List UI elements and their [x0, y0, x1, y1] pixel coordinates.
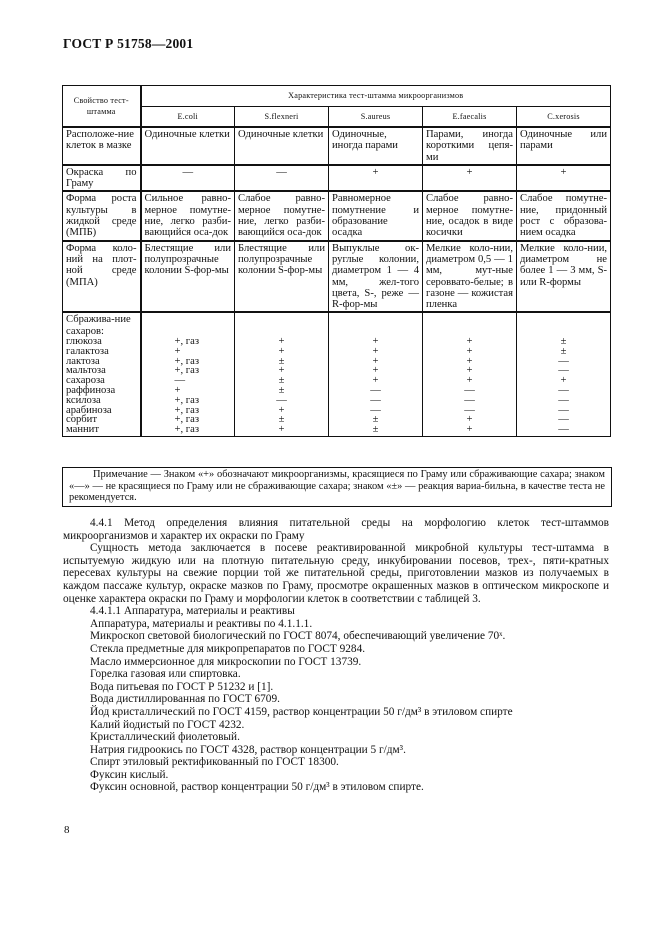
- table-row-cell-arrangement: [63, 127, 611, 165]
- property-column-header: Свойство тест-штамма: [63, 86, 141, 128]
- table-cell: Одиночные или парами: [517, 127, 611, 165]
- table-cell: Слабое равно-мерное помутне-ние, осадок в виде косички: [423, 191, 517, 240]
- organism-header-saureus: S.aureus: [329, 107, 423, 128]
- result-value: —: [558, 414, 569, 426]
- result-value: —: [464, 385, 475, 397]
- table-cell: Сильное равно-мерное помутне-ние, легко разби-вающийся оса-док: [141, 191, 235, 240]
- list-item: Стекла предметные для микропрепаратов по ГОСТ 9284.: [90, 642, 366, 655]
- sugar-name: маннит: [66, 424, 99, 436]
- result-value: —: [370, 404, 381, 416]
- row-label: Форма роста культуры в жидкой среде (МПБ): [63, 191, 141, 240]
- result-value: —: [558, 385, 569, 397]
- result-value: +: [278, 365, 285, 377]
- sugar-name: лактоза: [66, 355, 100, 367]
- result-value: ±: [278, 414, 285, 426]
- table-cell: +: [517, 165, 611, 192]
- result-value: +: [560, 375, 567, 387]
- row-label: Расположе-ние клеток в мазке: [63, 127, 141, 165]
- sugar-name: галактоза: [66, 345, 109, 357]
- list-item: Йод кристаллический по ГОСТ 4159, раствор концентрации 50 г/дм³ в этиловом спирте: [90, 705, 513, 718]
- table-cell: —: [235, 165, 329, 192]
- result-value: —: [370, 394, 381, 406]
- table-cell: Блестящие или полупрозрачные колонии S-фор-мы: [141, 241, 235, 313]
- organism-header-efaecalis: E.faecalis: [423, 107, 517, 128]
- list-item: Натрия гидроокись по ГОСТ 4328, раствор концентрации 5 г/дм³.: [90, 743, 406, 756]
- group-column-header: Характеристика тест-штамма микроорганизмов: [141, 86, 611, 107]
- body-text: [63, 517, 609, 794]
- list-item: Спирт этиловый ректификованный по ГОСТ 18300.: [90, 756, 339, 769]
- subsection-heading-4-4-1-1: 4.4.1.1 Аппаратура, материалы и реактивы: [90, 605, 295, 618]
- result-value: +: [278, 424, 285, 436]
- result-value: +, газ: [174, 394, 200, 406]
- sugar-name: сахароза: [66, 375, 105, 387]
- document-header-title: ГОСТ Р 51758—2001: [63, 36, 194, 51]
- sugar-name: ксилоза: [66, 394, 101, 406]
- table-cell: [517, 312, 611, 436]
- result-value: +: [466, 355, 473, 367]
- result-value: +: [372, 345, 379, 357]
- table-cell: [235, 312, 329, 436]
- result-value: +: [466, 424, 473, 436]
- fermentation-results-saureus: [332, 337, 419, 435]
- result-value: +: [372, 336, 379, 348]
- result-value: +: [466, 414, 473, 426]
- result-value: +, газ: [174, 365, 200, 377]
- result-value: +: [372, 365, 379, 377]
- fermentation-results-efaecalis: [426, 337, 513, 435]
- list-item: Аппаратура, материалы и реактивы по 4.1.1.1.: [90, 617, 313, 630]
- result-value: —: [464, 394, 475, 406]
- result-value: —: [464, 404, 475, 416]
- fermentation-results-cxerosis: [520, 337, 607, 435]
- result-value: —: [558, 365, 569, 377]
- fermentation-results-ecoli: [145, 337, 232, 435]
- result-value: +: [466, 345, 473, 357]
- result-value: ±: [278, 375, 285, 387]
- table-cell: [423, 312, 517, 436]
- list-item: Масло иммерсионное для микроскопии по ГОСТ 13739.: [90, 655, 362, 668]
- result-value: +, газ: [174, 355, 200, 367]
- result-value: ±: [278, 355, 285, 367]
- result-value: ±: [372, 414, 379, 426]
- sugar-name: арабиноза: [66, 404, 112, 416]
- note-text: Примечание — Знаком «+» обозначают микроорганизмы, красящиеся по Граму или сбраживающие сахара; знаком «—» — не красящиеся по Граму или не сбраживающие сахара; знаком «±» — реакция вариа-бильна, в качестве теста не рекомендуется.: [69, 469, 605, 504]
- table-cell: Одиночные, иногда парами: [329, 127, 423, 165]
- table-cell: +: [423, 165, 517, 192]
- table-cell: Одиночные клетки: [235, 127, 329, 165]
- result-value: ±: [560, 336, 567, 348]
- table-cell: Слабое помутне-ние, придонный рост с образова-нием осадка: [517, 191, 611, 240]
- organism-header-sflexneri: S.flexneri: [235, 107, 329, 128]
- result-value: —: [558, 355, 569, 367]
- result-value: ±: [372, 424, 379, 436]
- table-cell: Одиночные клетки: [141, 127, 235, 165]
- table-cell: Слабое равно-мерное помутне-ние, легко разби-вающийся оса-док: [235, 191, 329, 240]
- result-value: +: [466, 336, 473, 348]
- method-essence-paragraph: Сущность метода заключается в посеве реактивированной микробной культуры тест-штамма в испытуемую жидкую или на плотную питательную среду, инкубировании посевов, трех-, пяти-кратных пересевах культуры на свежие порции той же питательной среды, приготовлении мазков из получаемых в каждом пассаже культур, окраске мазков по Граму, просмотре окрашенных мазков в оптическом микроскопе и оценке характера окраски по Граму и морфологии клеток в соответствии с таблицей 3.: [63, 542, 609, 605]
- result-value: +: [372, 375, 379, 387]
- list-item: Калий йодистый по ГОСТ 4232.: [90, 718, 245, 731]
- list-item: Вода дистиллированная по ГОСТ 6709.: [90, 693, 280, 706]
- result-value: —: [558, 394, 569, 406]
- table-row-sugar-fermentation: [63, 312, 611, 436]
- table-cell: Мелкие коло-нии, диаметром не более 1 — 3 мм, S- или R-формы: [517, 241, 611, 313]
- result-value: +: [278, 345, 285, 357]
- list-item: Микроскоп световой биологический по ГОСТ 8074, обеспечивающий увеличение 70ˣ.: [90, 630, 506, 643]
- list-item: Фуксин кислый.: [90, 768, 169, 781]
- fermentation-label: Сбражива-ние сахаров:: [66, 314, 131, 337]
- row-label: Окраска по Граму: [63, 165, 141, 192]
- result-value: +, газ: [174, 414, 200, 426]
- result-value: —: [174, 375, 186, 387]
- table-cell: Парами, иногда короткими цепя-ми: [423, 127, 517, 165]
- list-item: Кристаллический фиолетовый.: [90, 731, 240, 744]
- list-item: Горелка газовая или спиртовка.: [90, 668, 241, 681]
- organism-header-cxerosis: C.xerosis: [517, 107, 611, 128]
- result-value: —: [276, 394, 287, 406]
- table-cell: Равномерное помутнение и образование осадка: [329, 191, 423, 240]
- table-cell: +: [329, 165, 423, 192]
- sugar-name: глюкоза: [66, 336, 102, 348]
- row-label: Форма коло-ний на плот-ной среде (МПА): [63, 241, 141, 313]
- result-value: +, газ: [174, 336, 200, 348]
- table-cell: Мелкие коло-нии, диаметром 0,5 — 1 мм, мут-ные сероввато-белые; в газоне — кожистая пленка: [423, 241, 517, 313]
- result-value: —: [558, 404, 569, 416]
- table-note: [62, 467, 612, 507]
- page-number: 8: [64, 824, 70, 836]
- section-heading-4-4-1: 4.4.1 Метод определения влияния питательной среды на морфологию клеток тест-штаммов микроорганизмов и характер их окраски по Граму: [63, 517, 609, 542]
- result-value: +: [466, 365, 473, 377]
- table-row-colony-form: [63, 241, 611, 313]
- result-value: +: [174, 385, 181, 397]
- list-item: Фуксин основной, раствор концентрации 50 г/дм³ в этиловом спирте.: [90, 781, 424, 794]
- sugar-name: раффиноза: [66, 385, 116, 397]
- result-value: +, газ: [174, 424, 200, 436]
- test-strain-characteristics-table: [62, 85, 611, 437]
- table-cell: [329, 312, 423, 436]
- fermentation-results-sflexneri: [238, 337, 325, 435]
- sugar-name: сорбит: [66, 414, 97, 426]
- result-value: —: [370, 385, 381, 397]
- result-value: +: [466, 375, 473, 387]
- table-cell: Выпуклые ок-руглые колонии, диаметром 1 — 4 мм, жел-того цвета, S-, реже — R-фор-мы: [329, 241, 423, 313]
- table-cell: Блестящие или полупрозрачные колонии S-фор-мы: [235, 241, 329, 313]
- result-value: —: [558, 424, 569, 436]
- table-row-gram-stain: [63, 165, 611, 192]
- sugar-name: мальтоза: [66, 365, 106, 377]
- result-value: +: [278, 404, 285, 416]
- organism-header-ecoli: E.coli: [141, 107, 235, 128]
- sugar-list: [66, 337, 137, 435]
- result-value: ±: [560, 345, 567, 357]
- result-value: +: [372, 355, 379, 367]
- row-label: [63, 312, 141, 436]
- result-value: +: [278, 336, 285, 348]
- result-value: ±: [278, 385, 285, 397]
- result-value: +, газ: [174, 404, 200, 416]
- table-cell: —: [141, 165, 235, 192]
- table-row-liquid-growth: [63, 191, 611, 240]
- result-value: +: [174, 345, 181, 357]
- table-cell: [141, 312, 235, 436]
- list-item: Вода питьевая по ГОСТ Р 51232 и [1].: [90, 680, 274, 693]
